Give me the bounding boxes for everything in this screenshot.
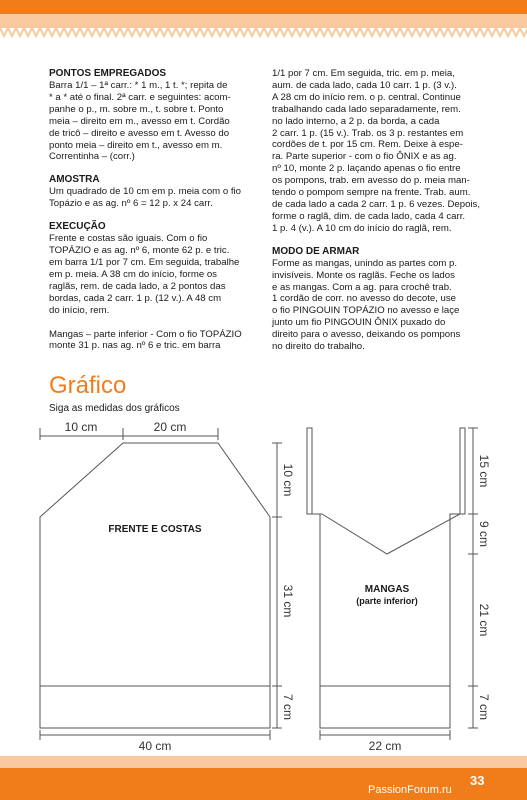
section-title-execucao: EXECUÇÃO [49,221,106,233]
execucao-text: Frente e costas são iguais. Com o fio TOPÁZIO e as ag. nº 6, monte 62 p. e tric. em barra 1/1 por 7 cm. Em seguida, trabalhe em p. meia. A 38 cm do início, forme os raglãs, rem. de cada lado, a 2 pontos das bordas, cada 2 carr. 1 p. (12 v.). A 48 cm do início, rem. [49,233,240,316]
pontos-text: Barra 1/1 – 1ª carr.: * 1 m., 1 t. *; repita de * a * até o final. 2ª carr. e seguintes: acom- panhe o p., m. sobre m., t. sobre t. Ponto meia – direito em m., avesso em t. Cordão de tricô – direito e avesso em t. Avesso do ponto meia – direito em t., avesso em m. Correntinha – (corr.) [49,80,231,163]
page-number: 33 [470,773,485,788]
watermark: PassionForum.ru [368,784,452,796]
dim-frente-top: 20 cm [153,420,187,434]
frente-outline [40,443,270,728]
mangas-sublabel: (parte inferior) [356,596,418,606]
zigzag-edge [0,28,527,36]
dim-frente-right-top: 10 cm [281,463,295,497]
grafico-title: Gráfico [49,372,127,399]
dim-frente-right-mid: 31 cm [281,584,295,618]
amostra-text: Um quadrado de 10 cm em p. meia com o fio Topázio e as ag. nº 6 = 12 p. x 24 carr. [49,186,241,210]
dim-manga-upper: 9 cm [477,520,491,548]
section-title-amostra: AMOSTRA [49,174,100,186]
dim-frente-left-top: 10 cm [64,420,98,434]
dim-manga-top: 15 cm [477,454,491,488]
dim-frente-right-bottom: 7 cm [281,693,295,721]
grafico-subtitle: Siga as medidas dos gráficos [49,403,180,414]
dim-manga-mid: 21 cm [477,603,491,637]
mangas-text: Mangas – parte inferior - Com o fio TOPÁZIO monte 31 p. nas ag. nº 6 e tric. em barra [49,328,242,352]
dim-manga-bottom-side: 7 cm [477,693,491,721]
section-title-pontos: PONTOS EMPREGADOS [49,68,167,79]
frente-label: FRENTE E COSTAS [108,524,202,535]
dim-frente-bottom: 40 cm [138,739,172,753]
mangas-label: MANGAS [364,584,410,595]
pattern-diagram [0,418,527,758]
top-decorative-band [0,0,527,44]
continuation-text: 1/1 por 7 cm. Em seguida, tric. em p. meia, aum. de cada lado, cada 10 carr. 1 p. (3 v.). A 28 cm do início rem. o p. central. Continue trabalhando cada lado separadamente, rem. no lado interno, a 2 p. da borda, a cada 2 carr. 1 p. (15 v.). Trab. os 3 p. restantes em cordões de t. por 15 cm. Rem. Deixe à espe- ra. Parte superior - com o fio ÔNIX e as ag. nº 10, monte 2 p. laçando apenas o fio entre os pompons, trab. em avesso do p. meia man- tendo o pompom sempre na frente. Trab. aum. de cada lado a cada 2 carr. 1 p. 6 vezes. Depois, forme o raglã, dim. de cada lado, cada 4 carr. 1 p. 4 (v.). A 10 cm do início do raglã, rem. [272,68,480,234]
dim-manga-bottom: 22 cm [368,739,402,753]
right-text-column [272,68,486,353]
modo-text: Forme as mangas, unindo as partes com p. invisíveis. Monte os raglãs. Feche os lados e as mangas. Com a ag. para crochê trab. 1 cordão de corr. no avesso do decote, use o fio PINGOUIN TOPÁZIO no avesso e laçe junto um fio PINGOUIN ÔNIX puxado do direito para o avesso, deixando os pompons no direito do trabalho. [272,257,461,353]
section-title-modo: MODO DE ARMAR [272,245,360,257]
manga-outline [307,428,465,728]
left-text-column [49,68,260,352]
